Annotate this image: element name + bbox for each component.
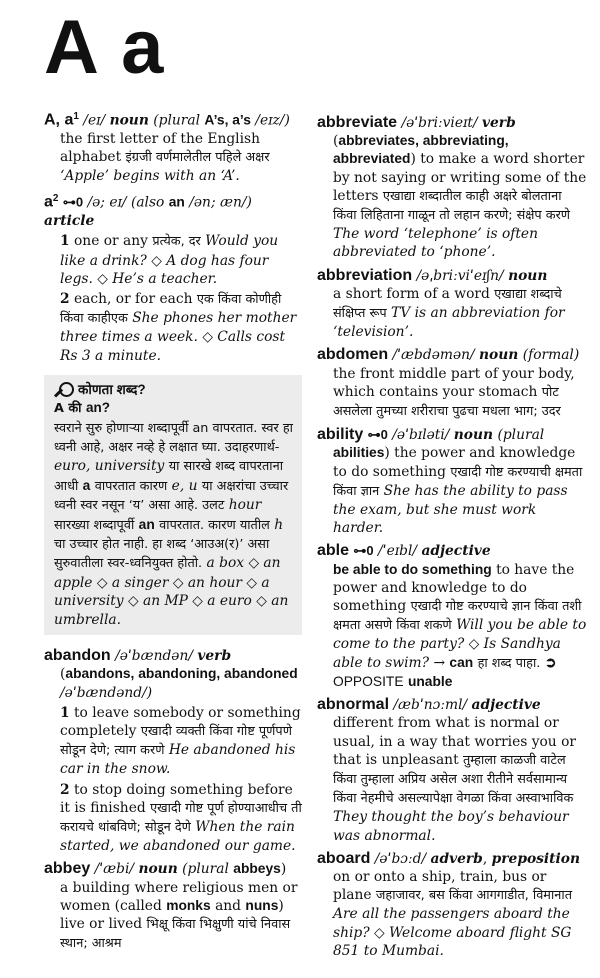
box-word-an: an [138,516,155,532]
part-of-speech: noun [508,267,548,284]
box-example: ◇ an umbrella. [54,593,289,628]
entry-ability [317,426,589,537]
cross-reference-note: हा शब्द पाहा. [477,655,541,671]
box-example: ◇ a university [54,574,270,610]
example: Are all the passengers aboard the ship? ◇ Welcome aboard flight SG 851 to Mumbai. [333,906,572,959]
example: ◇ A dog has four legs. [60,252,269,287]
part-of-speech: adjective [471,697,541,714]
box-letter-h: h [274,516,284,533]
translation: इंग्रजी वर्णमालेतील पहिले अक्षर [125,150,270,165]
example: ◇ He’s a teacher. [97,270,218,287]
plural-label: (plural [497,427,545,444]
example: Would you like a drink? [60,233,279,269]
sense-2 [60,290,302,365]
example: ‘Apple’ begins with an ‘A’. [60,168,240,185]
translation: एखाद्या शब्दाचे संक्षिप्त रूप [333,286,562,322]
box-title: कोणता शब्द? [78,381,146,397]
definition: each, or for each [74,291,193,308]
example: They thought the boy’s behaviour was abnormal. [333,809,569,844]
translation: एखादी गोष्ट करण्याची क्षमता किंवा ज्ञान [333,464,583,499]
plural-close: ) [280,861,287,878]
translation: एखाद्या शब्दातील काही अक्षरे बोलताना किंवा लिहिताना गाळून तो लहान करणे; संक्षेप करणे [333,188,571,224]
entry-body [317,285,589,342]
opposite-word: unable [407,673,453,689]
cross-reference-arrow: → [433,654,445,671]
entry-a1 [44,108,302,185]
cross-reference-word: can [449,654,474,670]
part-of-speech: adjective [421,543,491,560]
box-text [54,419,296,629]
forms-pronunciation: /əˈbændənd/) [60,684,153,701]
headword: aboard [317,849,371,867]
example: The word ‘telephone’ is often abbreviated to ‘phone’. [333,226,538,261]
headword: ability [317,426,364,444]
conjunction: and [215,897,242,914]
related-word: nuns [245,897,279,913]
pronunciation: /əˈbɪləti/ [392,427,450,444]
pronunciation: /əˈbriːvieɪt/ [401,115,478,131]
plural-form: abbeys [233,861,281,877]
part-of-speech: noun [453,427,494,444]
plural-forms: A’s, a’s [204,112,251,128]
translation: भिक्षू किंवा भिक्षुणी यांचे निवास स्थान; आश्रम [60,916,291,952]
plural-pronunciation: /eɪz/) [250,112,290,129]
box-example: a box [206,555,245,572]
magnifier-icon [54,382,74,398]
sense-number: 2 [60,781,70,798]
headword: A, a [44,111,74,129]
part-of-speech: adverb [430,850,483,867]
translation: एखादी गोष्ट पूर्ण होण्याआधीच ती करायचे थांबविणे; सोडून देणे [60,800,302,835]
part-of-speech: preposition [491,850,581,867]
box-header [54,381,296,399]
definition: to stop doing something before it is finished [60,781,293,816]
subtitle-text: A की [54,401,86,417]
definition: the front middle part of your body, which contains your stomach [333,365,575,400]
box-example-words: euro, university [54,458,165,475]
translation: एक किंवा कोणीही किंवा काहीएक [60,292,282,327]
example: ◇ Is Sandhya able to swim? [333,636,561,671]
also-pronunciation: /ən; æn/) [184,195,252,211]
entry-abbey [44,860,302,953]
box-example: ◇ an hour [172,574,242,591]
subtitle-an: an [85,400,102,416]
key-icon: ⊶0 [62,195,84,210]
key-icon: ⊶0 [367,427,388,443]
left-column [44,108,302,958]
usage-note-box [44,375,302,635]
definition: one or any [74,233,148,250]
translation: प्रत्येक, दर [152,234,201,250]
box-text-7: चा उच्चार होत नाही. हा शब्द ‘आउअ(र)’ असा सुरुवातीला स्वर-ध्वनियुक्त होतो. [54,537,270,572]
idiom-phrase: be able to do something [333,561,492,577]
subtitle-q: ? [101,400,110,416]
entry-body [44,232,302,364]
headword: a [44,194,53,211]
definition: a building where religious men or women (called [60,879,298,914]
part-of-speech: noun [138,861,178,878]
definition: to make a word shorter by not saying or writing some of the letters [333,151,587,204]
box-text-5: सारख्या शब्दापूर्वी [54,517,135,533]
right-column [317,114,589,965]
box-text-1: स्वराने सुरु होणाऱ्या शब्दापूर्वी an वापरतात. स्वर हा ध्वनी आहे, अक्षर नव्हे हे लक्षात घ्या. उदाहरणार्थ- [54,420,293,456]
pronunciation: /əˈbændən/ [115,648,193,665]
headword: abnormal [317,696,390,714]
example: TV is an abbreviation for ‘television’. [333,305,565,341]
part-of-speech: verb [197,648,232,665]
entry-body [317,714,589,844]
example: He abandoned his car in the snow. [60,742,296,778]
entry-body [317,868,589,960]
plural-label: (plural [153,112,205,129]
translation: जहाजावर, बस किंवा आगगाडीत, विमानात [375,888,572,904]
headword: abbreviation [317,266,413,284]
headword: abdomen [317,346,389,364]
example: When the rain started, we abandoned our game. [60,818,296,855]
forms-open: ( [333,133,339,150]
plural-close: ) [384,445,390,462]
headword: able [317,542,350,560]
key-icon: ⊶0 [353,543,374,559]
also-word: an [168,195,185,210]
homonym-number: 1 [73,111,79,122]
pronunciation: /əˈbɔːd/ [374,850,427,867]
sense-1 [60,232,302,288]
entry-body [44,879,302,954]
sense-2 [60,781,302,856]
entry-body [44,665,302,855]
pronunciation: /əˌbriːviˈeɪʃn/ [416,267,504,284]
entry-abbreviate [317,114,589,262]
headword: abbreviate [317,114,398,131]
example: She phones her mother three times a week. [60,310,297,346]
box-subtitle [54,399,296,418]
translation: तुम्हाला काळजी वाटेल किंवा तुम्हाला अप्रिय असेल अशा रीतीने सर्वसामान्य किंवा नेहमीचे असल्यापेक्षा वेगळा किंवा अस्वाभाविक [333,752,574,807]
definition: the first letter of the English alphabet [60,130,260,165]
sense-number: 1 [60,704,70,721]
entry-abdomen [317,346,589,421]
definition: to leave somebody or something completely [60,704,301,739]
definition: ) live or lived [60,897,284,932]
forms-open: ( [60,666,66,683]
box-text-4: या अक्षरांचा उच्चार ध्वनी स्वर नसून ‘य’ असा आहे. उलट [54,478,289,514]
translation: पोट असलेला तुमच्या शरीराचा पुढचा मधला भाग; उदर [333,384,561,420]
register-label: (formal) [522,347,580,364]
box-text-2: या सारखे शब्द वापरताना आधी [54,459,284,494]
section-letter: A a [44,5,166,90]
entry-body [44,130,302,186]
inflected-forms: abbreviates, abbreviating, abbreviated [333,133,509,167]
entry-body [317,561,589,691]
headword: abandon [44,647,111,665]
part-of-speech: noun [109,112,149,129]
box-text-3: वापरतात कारण [94,478,168,494]
opposite-label: OPPOSITE [333,673,404,689]
box-example: ◇ a singer [96,574,169,591]
pronunciation: /eɪ/ [83,112,106,129]
part-of-speech: verb [482,115,516,131]
box-example: ◇ an apple [54,555,281,591]
inflected-forms: abandons, abandoning, abandoned [65,666,298,682]
sense-number: 2 [60,291,70,308]
sense-1 [60,704,302,779]
example: ◇ Calls cost Rs 3 a minute. [60,329,286,364]
box-example: ◇ an MP [127,593,188,610]
entry-body [317,444,589,537]
entry-body [317,132,589,261]
definition: on or onto a ship, train, bus or plane [333,868,547,904]
pronunciation: /æbˈnɔːml/ [393,697,468,714]
homonym-number: 2 [52,193,59,205]
plural-form: abilities [333,445,385,461]
translation: एखादी व्यक्ती किंवा गोष्ट पूर्णपणे सोडून देणे; त्याग करणे [60,723,292,759]
sense-number: 1 [60,233,70,250]
pronunciation: /ˈæbdəmən/ [392,347,475,364]
forms-close: ) [410,151,416,168]
entry-abnormal [317,696,589,845]
entry-body [317,365,589,422]
box-letters: e, u [171,477,198,494]
part-of-speech: article [44,213,95,230]
translation: एखादी गोष्ट करण्याचे ज्ञान किंवा तशी क्षमता असणे किंवा शकणे [333,599,582,634]
headword: abbey [44,860,91,878]
definition: the power and knowledge to do something [333,445,576,480]
part-of-speech: noun [479,347,519,364]
pronunciation: /ˈæbi/ [94,861,135,878]
entry-a2 [44,190,302,364]
box-word-a: a [82,477,91,493]
definition: different from what is normal or usual, in a way that worries you or that is unpleasant [333,715,576,768]
example: Will you be able to come to the party? [333,617,587,653]
entry-able [317,542,589,691]
entry-abandon [44,647,302,855]
entry-abbreviation [317,267,589,342]
example: She has the ability to pass the exam, but she must work harder. [333,482,568,537]
box-text-6: वापरतात. कारण यातील [159,517,270,533]
related-word: monks [166,897,211,913]
box-example: ◇ a euro [192,593,252,610]
entry-aboard: aboard /əˈbɔːd/ adverb, preposition on or onto a ship, train, bus or plane जहाजावर, बस किंवा आगगाडीत, विमानात Are all the passengers aboard the ship? ◇ Welcome aboard flight SG 851 to Mumbai. [317,850,589,960]
plural-label: (plural [182,861,234,878]
definition: to have the power and knowledge to do something [333,561,575,615]
pronunciation: /ˈeɪbl/ [378,543,418,560]
pronunciation: /ə; eɪ/ [87,195,127,211]
definition: a short form of a word [333,285,490,302]
opposite-icon: ➲ [544,654,557,670]
box-word-hour: hour [228,497,262,514]
also-label: (also [130,195,169,211]
